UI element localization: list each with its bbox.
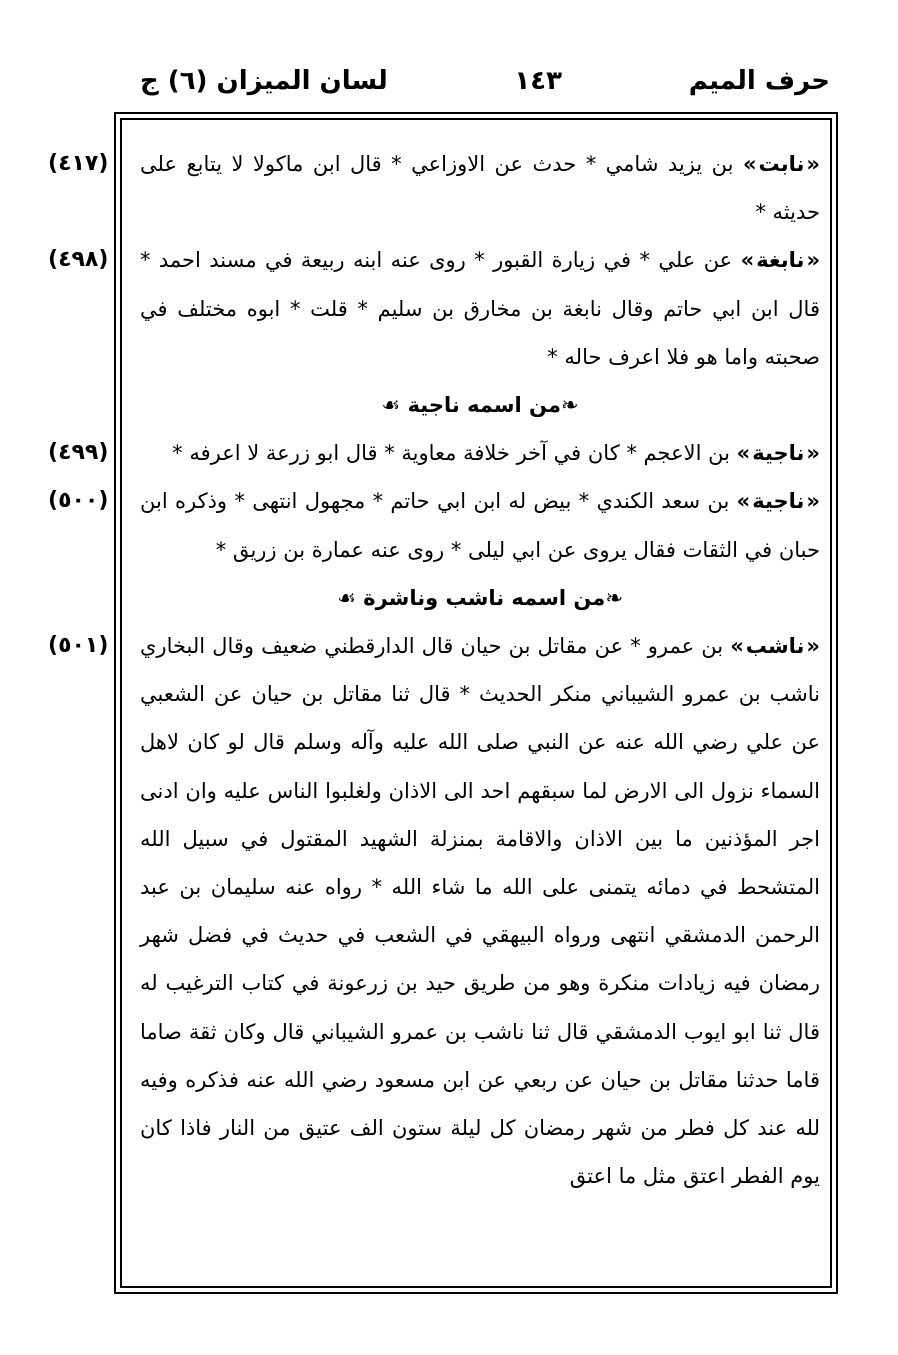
entry-number: (٤٩٨) (48, 247, 109, 273)
entry (48, 236, 820, 381)
entry-number: (٥٠٠) (48, 488, 109, 514)
entry-number: (٥٠١) (48, 633, 109, 659)
entry (48, 477, 820, 573)
entry-name: « ناشب » (730, 634, 820, 658)
entry-text: عن علي * في زيارة القبور * روى عنه ابنه ربيعة في مسند احمد * قال ابن ابي حاتم وقال نابغة بن مخارق بن سليم * قلت * ابوه مختلف في صحبته واما هو فلا اعرف حاله * (140, 248, 820, 369)
page-body (48, 140, 820, 1200)
entry-number: (٤١٧) (48, 151, 109, 176)
entry-text: بن سعد الكندي * بيض له ابن ابي حاتم * مجهول انتهى * وذكره ابن حبان في الثقات فقال يروى عن ابي ليلى * روى عنه عمارة بن زريق * (140, 489, 820, 562)
section-heading-text: من اسمه ناجية (407, 393, 561, 418)
book-title: لسان الميزان (٦) ج (140, 66, 388, 96)
entry-number: (٤٩٩) (48, 440, 109, 466)
running-header (140, 58, 830, 104)
section-heading-text: من اسمه ناشب وناشرة (363, 585, 606, 610)
entry-name: « ناجية » (737, 489, 820, 513)
entry-text: بن عمرو * عن مقاتل بن حيان قال الدارقطني ضعيف وقال البخاري ناشب بن عمرو الشيباني منكر الحديث * قال ثنا مقاتل بن حيان عن الشعبي عن علي رضي الله عنه عن النبي صلى الله عليه وآله وسلم قال لو كان لاهل السماء نزول الى الارض لما سبقهم احد الى الاذان ولغلبوا الناس عليه وان ادنى اجر المؤذنين ما بين الاذان والاقامة بمنزلة الشهيد المقتول في سبيل الله المتشحط في دمائه يتمنى على الله ما شاء الله * رواه عنه سليمان بن عبد الرحمن الدمشقي انتهى ورواه البيهقي في الشعب في حديث في فضل شهر رمضان فيه زيادات منكرة وهو من طريق حيد بن زرعونة في كتاب الترغيب له قال ثنا ابو ايوب الدمشقي قال ثنا ناشب بن عمرو الشيباني قال وكان ثقة صاما قاما حدثنا مقاتل بن حيان عن ربعي عن ابن مسعود رضي الله عنه فذكره وفيه لله عند كل فطر من شهر رمضان كل ليلة ستون الف عتيق من النار فاذا كان يوم الفطر اعتق مثل ما اعتق (140, 634, 820, 1189)
entry (48, 140, 820, 236)
entry (48, 429, 820, 477)
section-heading (140, 574, 820, 622)
chapter-title: حرف الميم (688, 66, 830, 96)
entry-text: بن يزيد شامي * حدث عن الاوزاعي * قال ابن ماكولا لا يتابع على حديثه * (140, 152, 820, 225)
entry-text: بن الاعجم * كان في آخر خلافة معاوية * قال ابو زرعة لا اعرفه * (172, 441, 730, 466)
entry-name: « نابت » (743, 152, 820, 176)
entry (48, 622, 820, 1200)
page-number: ١٤٣ (514, 66, 563, 96)
entry-name: « نابغة » (741, 248, 820, 272)
section-heading (140, 381, 820, 429)
entry-name: « ناجية » (737, 441, 820, 465)
